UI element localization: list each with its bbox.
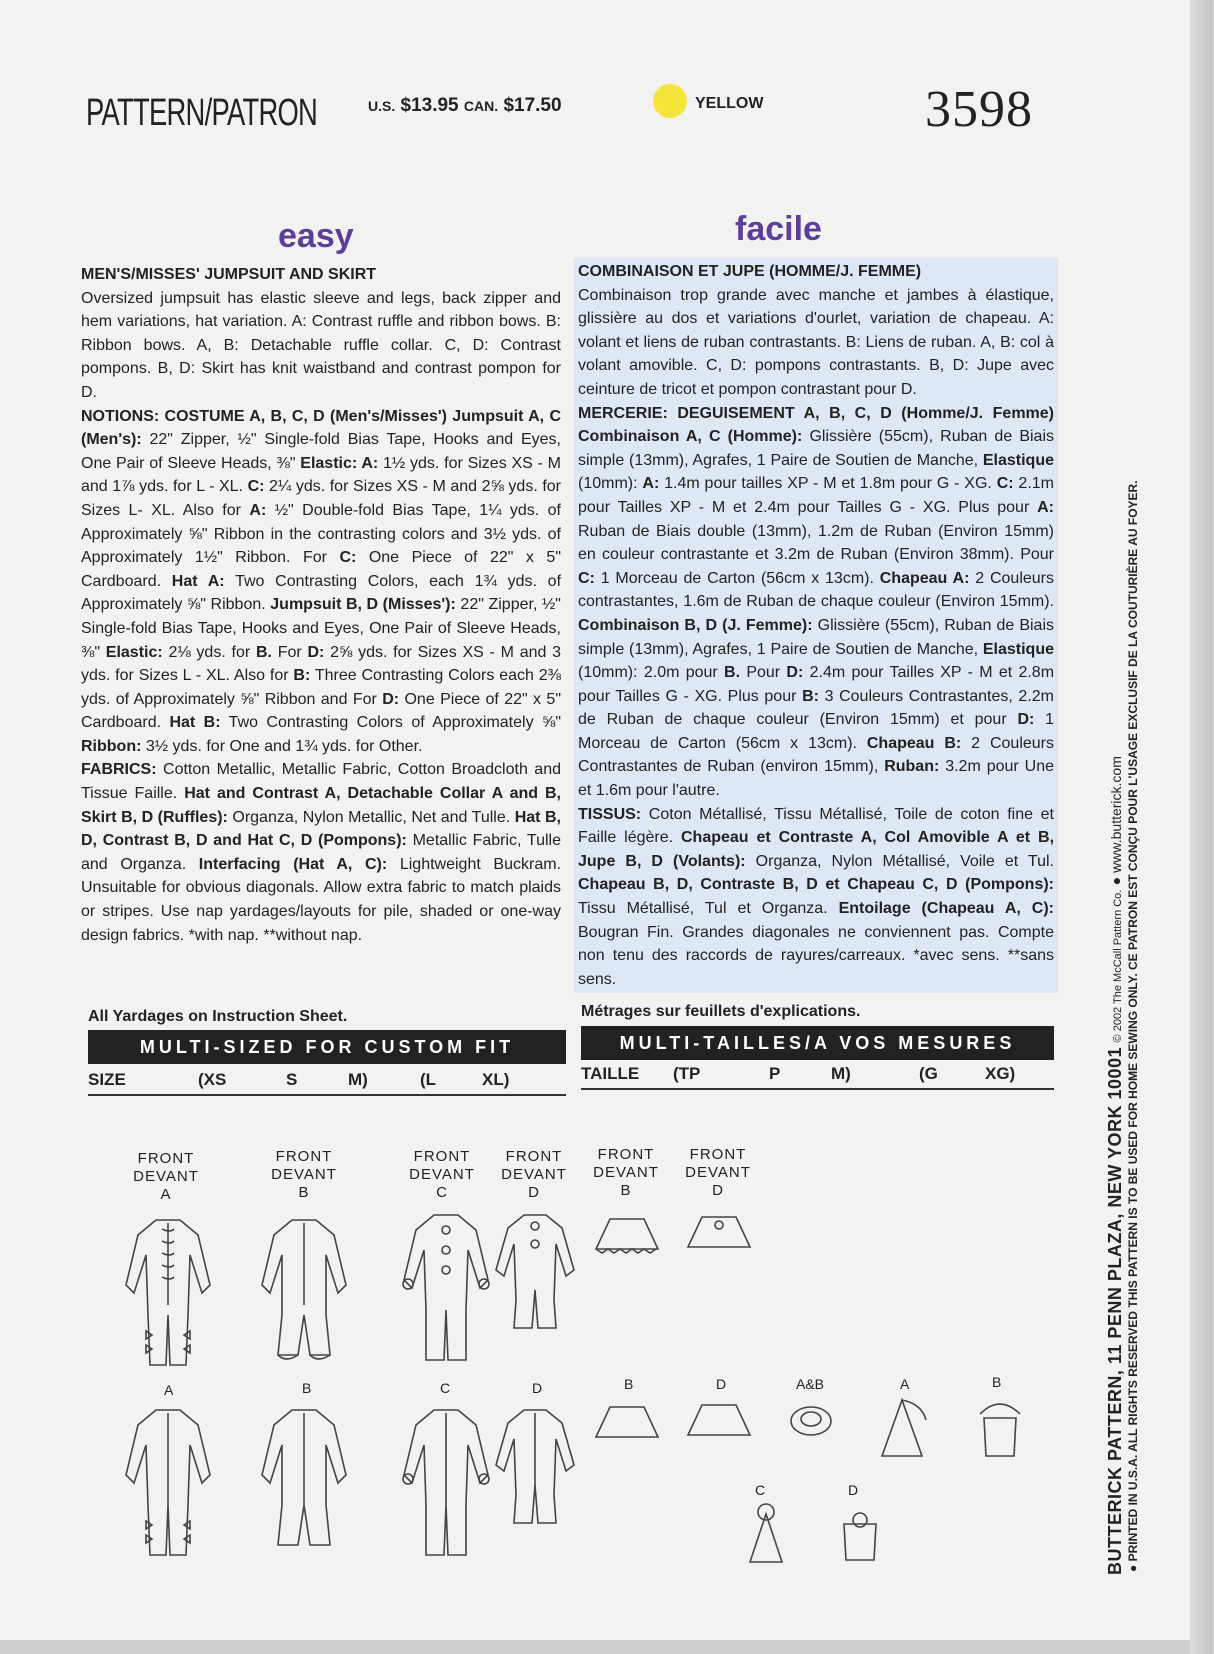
- taille-p: P: [769, 1064, 781, 1083]
- size-m: M): [348, 1070, 368, 1089]
- size-label: SIZE: [88, 1070, 126, 1089]
- french-tissus: TISSUS: Coton Métallisé, Tissu Métallisé, Toile de coton fine et Faille légère. Chapeau et Contraste A, Col Amovible A et B, Jupe B, D (Volants): Organza, Nylon Métallisé, Voile et Tul. Chapeau B, D, Contraste B, D et Chapeau C, D (Pompons): Tissu Métallisé, Tul et Organza. Entoilage (Chapeau A, C): Bougran Fin. Grandes diagonales ne conviennent pas. Compte non tenu des raccords de rayures/carreaux. *avec sens. **sans sens.: [578, 805, 1055, 988]
- multi-tailles-band: MULTI-TAILLES/A VOS MESURES: [581, 1026, 1054, 1060]
- french-mercerie: MERCERIE: DEGUISEMENT A, B, C, D (Homme/J. Femme) Combinaison A, C (Homme): Glissière (55cm), Ruban de Biais simple (13mm), Agrafes, 1 Paire de Soutien de Manche, Elastique (10mm): A: 1.4m pour tailles XP - M et 1.8m pour G - XG. C: 2.1m pour Tailles XP - M et 2.4m pour Tailles G - XG. Plus pour A: Ruban de Biais double (13mm), 1.2m de Ruban (Environ 15mm) en couleur contrastante et 3.2m de Ruban (Environ 38mm). Pour C: 1 Morceau de Carton (56cm x 13cm). Chapeau A: 2 Couleurs contrastantes, 1.6m de Ruban de chaque couleur (Environ 15mm). Combinaison B, D (J. Femme): Glissière (55cm), Ruban de Biais simple (13mm), Agrafes, 1 Paire de Soutien de Manche, Elastique (10mm): 2.0m pour B. Pour D: 2.4m pour Tailles XP - M et 2.8m pour Tailles G - XG. Plus pour B: 3 Couleurs Contrastantes, 2.2m de Ruban de chaque couleur (Environ 15mm) et pour D: 1 Morceau de Carton (56cm x 13cm). Chapeau B: 2 Couleurs Contrastantes de Ruban (environ 15mm), Ruban: 3.2m pour Une et 1.6m pour l'autre.: [578, 404, 1055, 800]
- jumpsuit-a-front-drawing: [118, 1215, 218, 1375]
- front-label-c: FRONT DEVANT C: [409, 1148, 475, 1201]
- size-xs: (XS: [198, 1070, 227, 1089]
- hat-c-drawing: [736, 1500, 796, 1570]
- jumpsuit-d-back-drawing: [490, 1405, 580, 1535]
- copyright: © 2002 The McCall Pattern Co.: [1112, 889, 1124, 1043]
- english-title: MEN'S/MISSES' JUMPSUIT AND SKIRT: [81, 266, 377, 283]
- back-label-hat-a: A: [900, 1376, 910, 1392]
- collar-drawing: [786, 1403, 836, 1443]
- price-us: $13.95: [400, 95, 459, 116]
- front-label-skirt-b: FRONT DEVANT B: [593, 1146, 659, 1199]
- taille-tp: (TP: [673, 1064, 701, 1083]
- front-label-skirt-d: FRONT DEVANT D: [685, 1146, 751, 1199]
- jumpsuit-c-back-drawing: [396, 1405, 496, 1565]
- hat-b-drawing: [970, 1394, 1030, 1464]
- jumpsuit-a-back-drawing: [118, 1405, 218, 1565]
- size-xl: XL): [482, 1070, 510, 1089]
- color-dot: [653, 84, 687, 118]
- taille-label: TAILLE: [581, 1064, 640, 1083]
- size-l: (L: [420, 1070, 437, 1089]
- back-label-hat-b: B: [992, 1374, 1002, 1390]
- publisher-address: BUTTERICK PATTERN, 11 PENN PLAZA, NEW YORK 10001: [1105, 1046, 1125, 1575]
- skirt-b-back-drawing: [592, 1403, 662, 1443]
- french-description: Combinaison trop grande avec manche et jambes à élastique, glissière au dos et variations d'ourlet, variation de chapeau. A: volant et liens de ruban contrastants. B: Liens de ruban. A, B: col à volant amovible. C, D: pompons contrastants. B, D: Jupe avec ceinture de tricot et pompon contrastant pour D.: [578, 286, 1054, 398]
- english-description: Oversized jumpsuit has elastic sleeve and legs, back zipper and hem variations, hat variation. A: Contrast ruffle and ribbon bows. B: Ribbon bows. A, B: Detachable ruffle collar. C, D: Contrast pompons. B, D: Skirt has knit waistband and contrast pompon for D.: [81, 289, 561, 401]
- size-row-fr: [581, 1064, 1054, 1090]
- skirt-b-front-drawing: [592, 1215, 662, 1255]
- english-column: [81, 263, 561, 947]
- price-block: [368, 95, 562, 117]
- size-row-en: [88, 1070, 566, 1096]
- size-s: S: [286, 1070, 298, 1089]
- english-notions: NOTIONS: COSTUME A, B, C, D (Men's/Misses') Jumpsuit A, C (Men's): 22" Zipper, ½" Single-fold Bias Tape, Hooks and Eyes, One Pair of Sleeve Heads, ⅜" Elastic: A: 1½ yds. for Sizes XS - M and 1⅞ yds. for L - XL. C: 2¼ yds. for Sizes XS - M and 2⅝ yds. for Sizes L- XL. Also for A: ½" Double-fold Bias Tape, 1¼ yds. of Approximately ⅝" Ribbon in the contrasting colors and 3½ yds. of Approximately 1½" Ribbon. For C: One Piece of 22" x 5" Cardboard. Hat A: Two Contrasting Colors, each 1¾ yds. of Approximately ⅝" Ribbon. Jumpsuit B, D (Misses'): 22" Zipper, ½" Single-fold Bias Tape, Hooks and Eyes, One Pair of Sleeve Heads, ⅜" Elastic: 2⅛ yds. for B. For D: 2⅝ yds. for Sizes XS - M and 3 yds. for Sizes L - XL. Also for B: Three Contrasting Colors each 2⅜ yds. of Approximately ⅝" Ribbon and For D: One Piece of 22" x 5" Cardboard. Hat B: Two Contrasting Colors of Approximately ⅝" Ribbon: 3½ yds. for One and 1¾ yds. for Other.: [81, 407, 562, 755]
- taille-g: (G: [919, 1064, 938, 1083]
- price-can: $17.50: [503, 95, 562, 116]
- back-label-skirt-d: D: [716, 1376, 727, 1392]
- back-label-hat-c: C: [755, 1482, 766, 1498]
- taille-m: M): [831, 1064, 851, 1083]
- jumpsuit-b-back-drawing: [254, 1405, 354, 1555]
- taille-xg: XG): [985, 1064, 1016, 1083]
- pattern-number: 3598: [925, 81, 1033, 138]
- jumpsuit-c-front-drawing: [396, 1210, 496, 1370]
- jumpsuit-d-front-drawing: [490, 1210, 580, 1340]
- back-label-d: D: [532, 1380, 543, 1396]
- easy-badge: easy: [278, 217, 354, 255]
- facile-badge: facile: [735, 210, 822, 248]
- price-us-label: U.S.: [368, 98, 396, 114]
- back-label-a: A: [164, 1382, 174, 1398]
- front-label-a: FRONT DEVANT A: [133, 1150, 199, 1203]
- multi-sized-band: MULTI-SIZED FOR CUSTOM FIT: [88, 1030, 566, 1064]
- back-label-c: C: [440, 1380, 451, 1396]
- side-rights-text: ● PRINTED IN U.S.A. ALL RIGHTS RESERVED THIS PATTERN IS TO BE USED FOR HOME SEWING ONLY. CE PATRON EST CONÇU POUR L'USAGE EXCLUSIF DE LA COUTURIÈRE AU FOYER.: [1126, 480, 1140, 1572]
- metrages-note: Métrages sur feuillets d'explications.: [581, 1003, 861, 1020]
- french-column: [574, 258, 1058, 993]
- price-can-label: CAN.: [463, 98, 499, 114]
- skirt-d-front-drawing: [684, 1213, 754, 1253]
- back-label-skirt-b: B: [624, 1376, 634, 1392]
- color-name: YELLOW: [695, 95, 764, 112]
- all-yardages-note: All Yardages on Instruction Sheet.: [88, 1008, 348, 1025]
- printed-notice: PRINTED IN U.S.A. ALL RIGHTS RESERVED THIS PATTERN IS TO BE USED FOR HOME SEWING ONLY. CE PATRON EST CONÇU POUR L'USAGE EXCLUSIF DE LA COUTURIÈRE AU FOYER.: [1126, 480, 1140, 1562]
- english-fabrics: FABRICS: Cotton Metallic, Metallic Fabric, Cotton Broadcloth and Tissue Faille. Hat and Contrast A, Detachable Collar A and B, Skirt B, D (Ruffles): Organza, Nylon Metallic, Net and Tulle. Hat B, D, Contrast B, D and Hat C, D (Pompons): Metallic Fabric, Tulle and Organza. Interfacing (Hat A, C): Lightweight Buckram. Unsuitable for obvious diagonals. Allow extra fabric to match plaids or stripes. Use nap yardages/layouts for pile, shaded or one-way design fabrics. *with nap. **without nap.: [81, 761, 562, 944]
- website: www.butterick.com: [1108, 756, 1124, 873]
- side-publisher-text: BUTTERICK PATTERN, 11 PENN PLAZA, NEW YORK 10001 © 2002 The McCall Pattern Co. ● www.butterick.com: [1105, 756, 1125, 1575]
- back-label-collar-ab: A&B: [796, 1376, 825, 1392]
- back-label-hat-d: D: [848, 1482, 859, 1498]
- front-label-d: FRONT DEVANT D: [501, 1148, 567, 1201]
- jumpsuit-b-front-drawing: [254, 1215, 354, 1365]
- front-label-b: FRONT DEVANT B: [271, 1148, 337, 1201]
- french-title: COMBINAISON ET JUPE (HOMME/J. FEMME): [578, 263, 922, 280]
- hat-a-drawing: [872, 1396, 942, 1466]
- back-label-b: B: [302, 1380, 312, 1396]
- hat-d-drawing: [830, 1508, 890, 1568]
- skirt-d-back-drawing: [684, 1401, 754, 1441]
- pattern-label: PATTERN/PATRON: [86, 92, 318, 134]
